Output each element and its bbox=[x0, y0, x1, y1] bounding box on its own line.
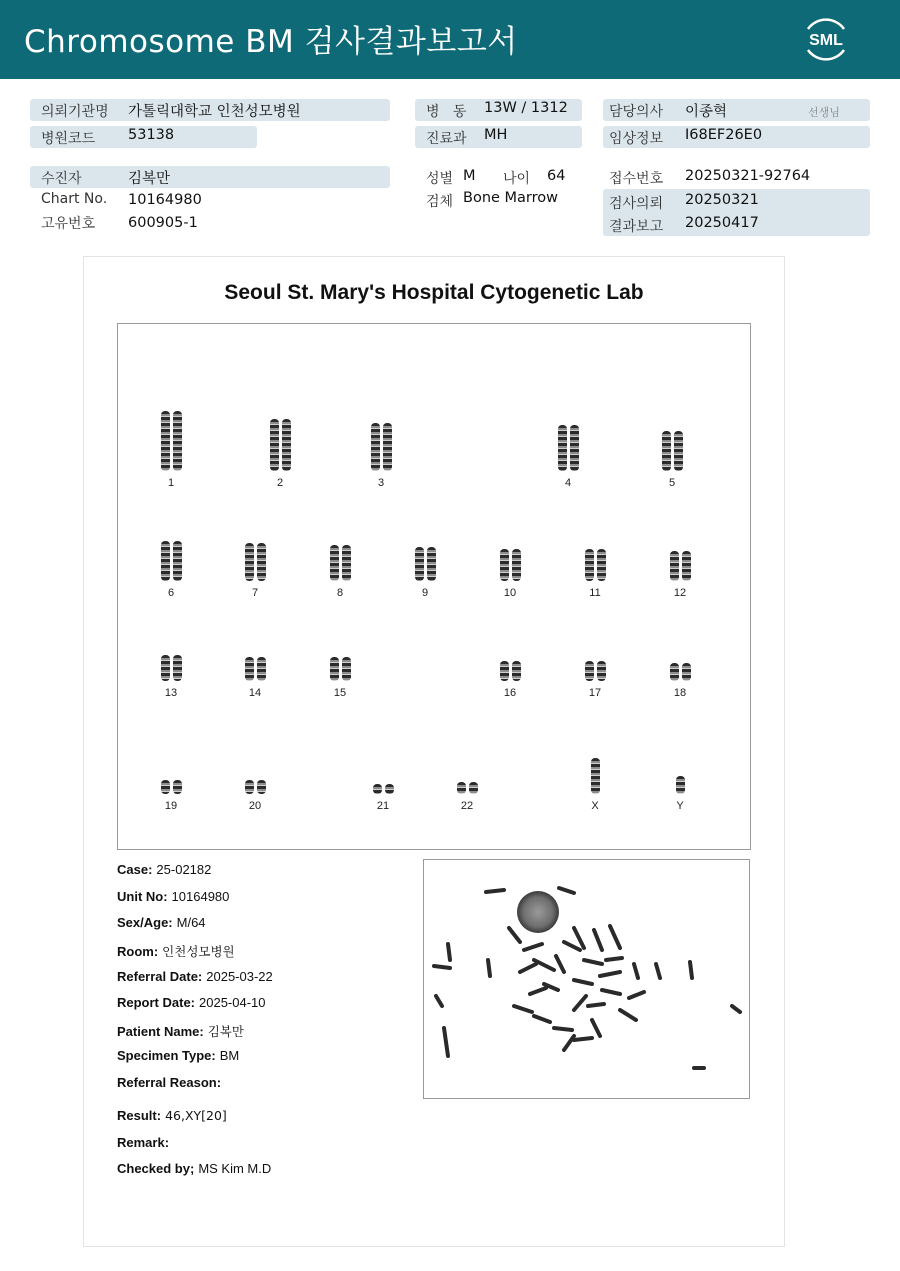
chromosome-bar bbox=[585, 661, 594, 681]
referral-date-field: Referral Date: 2025-03-22 bbox=[117, 969, 273, 984]
chromosome-bar bbox=[597, 549, 606, 581]
age-value: 64 bbox=[547, 168, 566, 184]
result-field: Result: 46,XY[20] bbox=[117, 1108, 227, 1123]
chromosome-bar bbox=[674, 431, 683, 471]
chromosome-bar bbox=[173, 541, 182, 581]
report-title: Seoul St. Mary's Hospital Cytogenetic Lab bbox=[224, 281, 644, 304]
sml-logo-text: SML bbox=[809, 32, 843, 49]
chromosome-bar bbox=[570, 425, 579, 471]
chromosome-pair-x bbox=[570, 754, 620, 812]
chromosome-bar bbox=[245, 657, 254, 681]
chromosome-bar bbox=[245, 543, 254, 581]
chromosome-label: 7 bbox=[251, 587, 259, 599]
metaphase-spread-graphic bbox=[424, 860, 749, 1098]
doctor-label: 담당의사 bbox=[609, 104, 664, 120]
chromosome-label: 17 bbox=[588, 687, 602, 699]
chromosome-pair-21 bbox=[358, 780, 408, 812]
doctor-value: 이종혁 bbox=[685, 104, 728, 120]
chromosome-pair-1 bbox=[146, 407, 196, 489]
hospital-code-value: 53138 bbox=[128, 127, 175, 143]
chromosome-pair-14 bbox=[230, 653, 280, 699]
chromosome-label: 18 bbox=[673, 687, 687, 699]
chromosome-pair-17 bbox=[570, 657, 620, 699]
chromosome-bar bbox=[383, 423, 392, 471]
chromosome-bar bbox=[173, 780, 182, 794]
sex-label: 성별 bbox=[426, 171, 454, 187]
chromosome-label: 21 bbox=[376, 800, 390, 812]
chromosome-bar bbox=[330, 545, 339, 581]
chromosome-label: 14 bbox=[248, 687, 262, 699]
referral-reason-field: Referral Reason: bbox=[117, 1075, 222, 1090]
chromosome-pair-18 bbox=[655, 659, 705, 699]
chromosome-bar bbox=[245, 780, 254, 794]
ward-value: 13W / 1312 bbox=[484, 100, 568, 116]
chromosome-bar bbox=[342, 545, 351, 581]
ward-label: 병 동 bbox=[426, 104, 467, 120]
chromosome-pair-y bbox=[655, 772, 705, 812]
chromosome-bar bbox=[500, 661, 509, 681]
chromosome-label: 15 bbox=[333, 687, 347, 699]
chromosome-label: 10 bbox=[503, 587, 517, 599]
chromosome-pair-12 bbox=[655, 547, 705, 599]
chromosome-label: 19 bbox=[164, 800, 178, 812]
chromosome-bar bbox=[591, 758, 600, 794]
chromosome-pair-20 bbox=[230, 776, 280, 812]
chromosome-bar bbox=[282, 419, 291, 471]
result-date-value: 20250417 bbox=[685, 215, 759, 231]
remark-field: Remark: bbox=[117, 1135, 170, 1150]
chromosome-pair-2 bbox=[255, 415, 305, 489]
chromosome-bar bbox=[373, 784, 382, 794]
report-date-field: Report Date: 2025-04-10 bbox=[117, 995, 266, 1010]
chromosome-label: 9 bbox=[421, 587, 429, 599]
chromosome-bar bbox=[257, 780, 266, 794]
chromosome-label: 4 bbox=[564, 477, 572, 489]
chromosome-bar bbox=[512, 549, 521, 581]
chromosome-label: 16 bbox=[503, 687, 517, 699]
chromosome-pair-16 bbox=[485, 657, 535, 699]
patient-value: 김복만 bbox=[128, 171, 171, 187]
chromosome-bar bbox=[427, 547, 436, 581]
chromosome-label: 13 bbox=[164, 687, 178, 699]
chromosome-pair-6 bbox=[146, 537, 196, 599]
chromosome-label: 8 bbox=[336, 587, 344, 599]
specimen-type-field: Specimen Type: BM bbox=[117, 1048, 240, 1063]
chromosome-bar bbox=[342, 657, 351, 681]
chromosome-pair-11 bbox=[570, 545, 620, 599]
chromosome-pair-10 bbox=[485, 545, 535, 599]
chromosome-bar bbox=[662, 431, 671, 471]
chromosome-label: 3 bbox=[377, 477, 385, 489]
chromosome-label: 6 bbox=[167, 587, 175, 599]
chromosome-pair-3 bbox=[356, 419, 406, 489]
request-date-value: 20250321 bbox=[685, 192, 759, 208]
nucleus bbox=[517, 891, 559, 933]
chromosome-label: Y bbox=[676, 800, 684, 812]
chromosome-pair-22 bbox=[442, 778, 492, 812]
metaphase-chromosomes bbox=[434, 888, 740, 1068]
chromosome-pair-15 bbox=[315, 653, 365, 699]
chromosome-bar bbox=[512, 661, 521, 681]
chromosome-label: X bbox=[591, 800, 599, 812]
metaphase-image bbox=[423, 859, 750, 1099]
chromosome-bar bbox=[500, 549, 509, 581]
checked-by-field: Checked by; MS Kim M.D bbox=[117, 1161, 272, 1176]
page-title: Chromosome BM 검사결과보고서 bbox=[24, 24, 518, 60]
unit-no-field: Unit No: 10164980 bbox=[117, 889, 230, 904]
chromosome-bar bbox=[469, 782, 478, 794]
case-field: Case: 25-02182 bbox=[117, 862, 212, 877]
chromosome-label: 20 bbox=[248, 800, 262, 812]
chromosome-bar bbox=[173, 655, 182, 681]
chromosome-bar bbox=[161, 655, 170, 681]
chromosome-label: 11 bbox=[589, 587, 601, 599]
result-date-label: 결과보고 bbox=[609, 219, 664, 235]
chromosome-bar bbox=[161, 780, 170, 794]
clinical-value: I68EF26E0 bbox=[685, 127, 763, 143]
cytogenetic-report bbox=[83, 256, 785, 1247]
chromosome-bar bbox=[585, 549, 594, 581]
patient-name-field: Patient Name: 김복만 bbox=[117, 1024, 244, 1039]
age-label: 나이 bbox=[503, 171, 531, 187]
unique-no-value: 600905-1 bbox=[128, 215, 198, 231]
sml-logo bbox=[800, 13, 852, 65]
chromosome-bar bbox=[558, 425, 567, 471]
chromosome-bar bbox=[670, 551, 679, 581]
chromosome-label: 5 bbox=[668, 477, 676, 489]
department-value: MH bbox=[484, 127, 508, 143]
patient-label: 수진자 bbox=[41, 171, 82, 187]
chart-no-value: 10164980 bbox=[128, 192, 202, 208]
chromosome-pair-9 bbox=[400, 543, 450, 599]
sex-value: M bbox=[463, 168, 476, 184]
request-date-label: 검사의뢰 bbox=[609, 196, 664, 212]
chromosome-label: 2 bbox=[276, 477, 284, 489]
chromosome-bar bbox=[676, 776, 685, 794]
patient-row-bg bbox=[30, 166, 390, 188]
chromosome-bar bbox=[415, 547, 424, 581]
chromosome-bar bbox=[257, 543, 266, 581]
department-label: 진료과 bbox=[426, 131, 467, 147]
specimen-label: 검체 bbox=[426, 194, 454, 210]
karyotype-panel bbox=[117, 323, 751, 850]
chromosome-bar bbox=[173, 411, 182, 471]
chromosome-label: 1 bbox=[167, 477, 175, 489]
chromosome-bar bbox=[670, 663, 679, 681]
chromosome-pair-7 bbox=[230, 539, 280, 599]
institution-label: 의뢰기관명 bbox=[41, 104, 109, 120]
specimen-value: Bone Marrow bbox=[463, 190, 559, 206]
hospital-code-label: 병원코드 bbox=[41, 131, 96, 147]
chromosome-bar bbox=[457, 782, 466, 794]
receipt-no-label: 접수번호 bbox=[609, 171, 664, 187]
chromosome-bar bbox=[161, 541, 170, 581]
room-field: Room: 인천성모병원 bbox=[117, 944, 235, 959]
chromosome-bar bbox=[682, 551, 691, 581]
chromosome-pair-19 bbox=[146, 776, 196, 812]
chromosome-bar bbox=[682, 663, 691, 681]
clinical-label: 임상정보 bbox=[609, 131, 664, 147]
chromosome-label: 12 bbox=[673, 587, 687, 599]
chromosome-bar bbox=[385, 784, 394, 794]
chromosome-pair-8 bbox=[315, 541, 365, 599]
receipt-no-value: 20250321-92764 bbox=[685, 168, 811, 184]
chromosome-bar bbox=[597, 661, 606, 681]
doctor-suffix: 선생님 bbox=[808, 106, 840, 119]
chromosome-bar bbox=[270, 419, 279, 471]
chromosome-pair-13 bbox=[146, 651, 196, 699]
sex-age-field: Sex/Age: M/64 bbox=[117, 915, 206, 930]
chromosome-label: 22 bbox=[460, 800, 474, 812]
chart-no-label: Chart No. bbox=[41, 191, 108, 207]
chromosome-bar bbox=[330, 657, 339, 681]
chromosome-bar bbox=[257, 657, 266, 681]
header-bar bbox=[0, 0, 900, 79]
chromosome-bar bbox=[161, 411, 170, 471]
unique-no-label: 고유번호 bbox=[41, 216, 96, 232]
institution-value: 가톨릭대학교 인천성모병원 bbox=[128, 104, 301, 120]
chromosome-pair-4 bbox=[543, 421, 593, 489]
chromosome-pair-5 bbox=[647, 427, 697, 489]
chromosome-bar bbox=[371, 423, 380, 471]
